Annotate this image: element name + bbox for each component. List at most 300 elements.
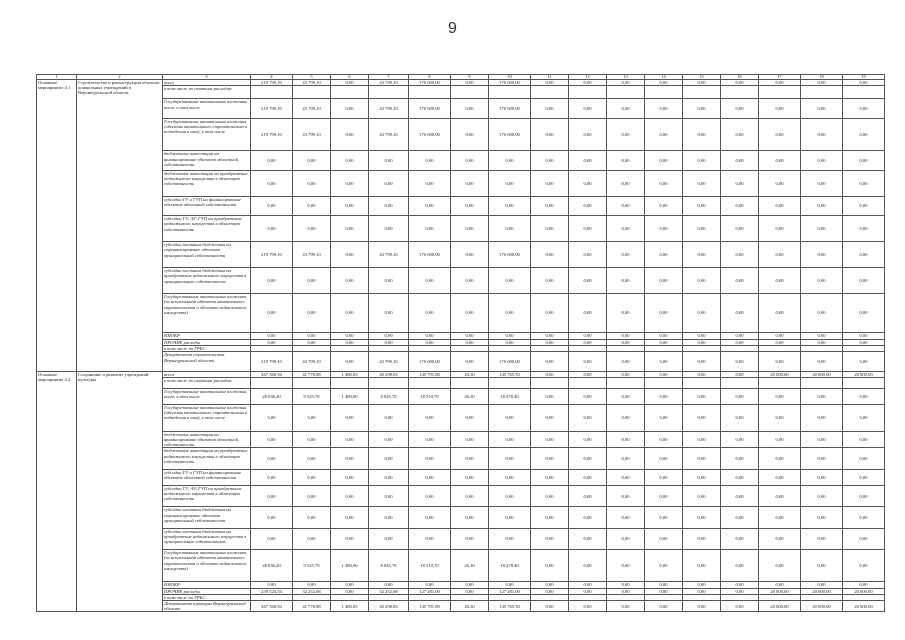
value-cell: 267 560,94 bbox=[251, 600, 293, 611]
value-cell: 0,00 bbox=[531, 99, 569, 118]
value-cell bbox=[293, 86, 331, 99]
value-cell: 0,00 bbox=[683, 339, 721, 345]
row-label: НИОКР bbox=[163, 333, 251, 339]
value-cell: 20 000,00 bbox=[759, 600, 801, 611]
value-cell bbox=[645, 86, 683, 99]
value-cell: 0,00 bbox=[531, 151, 569, 170]
value-cell: 0,00 bbox=[569, 118, 607, 150]
value-cell: 0,00 bbox=[721, 404, 759, 431]
value-cell: 0,00 bbox=[759, 196, 801, 215]
value-cell: 0,00 bbox=[531, 469, 569, 485]
value-cell: 0,00 bbox=[683, 600, 721, 611]
value-cell: 0,00 bbox=[331, 485, 369, 506]
row-label: бюджетные инвестиции на финансирование объектов областной собственности bbox=[163, 151, 251, 170]
value-cell: 0,00 bbox=[759, 118, 801, 150]
value-cell: 0,00 bbox=[569, 294, 607, 333]
value-cell: 0,00 bbox=[451, 339, 489, 345]
value-cell: 0,00 bbox=[801, 268, 843, 294]
value-cell: 1 480,05 bbox=[331, 371, 369, 377]
row-label: в том числе по ГРБС: bbox=[163, 346, 251, 352]
value-cell: 0,00 bbox=[331, 404, 369, 431]
value-cell: 0,00 bbox=[293, 196, 331, 215]
value-cell: 0,00 bbox=[531, 485, 569, 506]
budget-table bbox=[36, 74, 885, 612]
value-cell: 0,00 bbox=[759, 268, 801, 294]
value-cell: 0,00 bbox=[645, 588, 683, 594]
table-row bbox=[37, 242, 885, 268]
value-cell: 0,00 bbox=[683, 582, 721, 588]
value-cell: 127 281,00 bbox=[409, 588, 451, 594]
value-cell: 0,00 bbox=[683, 333, 721, 339]
value-cell: 0,00 bbox=[645, 216, 683, 242]
value-cell: 0,00 bbox=[293, 528, 331, 549]
value-cell: 0,00 bbox=[531, 388, 569, 404]
value-cell: 0,00 bbox=[531, 268, 569, 294]
value-cell: 0,00 bbox=[683, 469, 721, 485]
value-cell: 18 510,70 bbox=[409, 388, 451, 404]
value-cell: 0,00 bbox=[607, 431, 645, 448]
value-cell: 145 765,50 bbox=[489, 600, 531, 611]
value-cell: 0,00 bbox=[843, 582, 885, 588]
value-cell: 0,00 bbox=[451, 196, 489, 215]
value-cell: 0,00 bbox=[759, 431, 801, 448]
value-cell: 0,00 bbox=[721, 485, 759, 506]
value-cell: 0,00 bbox=[369, 170, 409, 196]
value-cell: 18 478,40 bbox=[489, 550, 531, 582]
value-cell: 9 525,70 bbox=[293, 550, 331, 582]
value-cell: 20 000,00 bbox=[843, 371, 885, 377]
value-cell: 0,00 bbox=[569, 600, 607, 611]
value-cell: 0,00 bbox=[251, 582, 293, 588]
value-cell: 0,00 bbox=[331, 431, 369, 448]
row-label: субсидии ГУ и ГУП на финансирование объектов областной собственности bbox=[163, 469, 251, 485]
value-cell: 0,00 bbox=[369, 582, 409, 588]
value-cell: 0,00 bbox=[531, 528, 569, 549]
value-cell: 8 045,70 bbox=[369, 550, 409, 582]
value-cell: 0,00 bbox=[531, 294, 569, 333]
row-label: субсидии местным бюджетам на приобретение недвижимого имущества в муниципальную собственность bbox=[163, 268, 251, 294]
value-cell: 176 000,00 bbox=[409, 80, 451, 86]
value-cell: 0,00 bbox=[369, 507, 409, 528]
value-cell: 0,00 bbox=[489, 294, 531, 333]
value-cell: 0,00 bbox=[607, 550, 645, 582]
header-cell: 7 bbox=[369, 75, 409, 80]
value-cell: 0,00 bbox=[331, 339, 369, 345]
value-cell: 20 000,00 bbox=[843, 600, 885, 611]
value-cell: 0,00 bbox=[607, 216, 645, 242]
value-cell: 0,00 bbox=[489, 528, 531, 549]
value-cell bbox=[331, 86, 369, 99]
value-cell: 0,00 bbox=[801, 528, 843, 549]
value-cell: 43 799,10 bbox=[369, 80, 409, 86]
value-cell: 0,00 bbox=[645, 118, 683, 150]
value-cell: 0,00 bbox=[759, 448, 801, 469]
header-cell: 5 bbox=[293, 75, 331, 80]
value-cell: 176 000,00 bbox=[489, 118, 531, 150]
value-cell bbox=[569, 378, 607, 389]
value-cell: 0,00 bbox=[531, 371, 569, 377]
value-cell: 0,00 bbox=[331, 588, 369, 594]
value-cell: 0,00 bbox=[721, 80, 759, 86]
value-cell: 0,00 bbox=[721, 469, 759, 485]
header-cell: 13 bbox=[607, 75, 645, 80]
value-cell: 0,00 bbox=[293, 151, 331, 170]
value-cell: 0,00 bbox=[451, 507, 489, 528]
value-cell: 0,00 bbox=[369, 216, 409, 242]
value-cell: 0,00 bbox=[251, 507, 293, 528]
value-cell: 0,00 bbox=[843, 528, 885, 549]
value-cell: 0,00 bbox=[721, 170, 759, 196]
value-cell: 0,00 bbox=[251, 431, 293, 448]
value-cell: 0,00 bbox=[251, 216, 293, 242]
row-label: ПРОЧИЕ расходы bbox=[163, 588, 251, 594]
value-cell: 0,00 bbox=[759, 216, 801, 242]
value-cell: 0,00 bbox=[645, 550, 683, 582]
value-cell bbox=[759, 86, 801, 99]
value-cell: 0,00 bbox=[251, 485, 293, 506]
value-cell: 41 778,88 bbox=[293, 600, 331, 611]
value-cell: 0,00 bbox=[683, 371, 721, 377]
row-label: субсидии местным бюджетам на софинансирование объектов муниципальной собственности bbox=[163, 507, 251, 528]
value-cell: 0,00 bbox=[293, 216, 331, 242]
value-cell: 0,00 bbox=[843, 352, 885, 371]
value-cell: 0,00 bbox=[331, 469, 369, 485]
value-cell: 0,00 bbox=[801, 118, 843, 150]
value-cell: 145 791,80 bbox=[409, 600, 451, 611]
value-cell: 0,00 bbox=[331, 448, 369, 469]
value-cell: 0,00 bbox=[531, 404, 569, 431]
value-cell: 0,00 bbox=[801, 404, 843, 431]
value-cell: 0,00 bbox=[607, 404, 645, 431]
value-cell: 0,00 bbox=[645, 388, 683, 404]
value-cell: 0,00 bbox=[843, 404, 885, 431]
value-cell: 18 510,70 bbox=[409, 550, 451, 582]
value-cell: 0,00 bbox=[759, 388, 801, 404]
value-cell: 43 799,10 bbox=[293, 352, 331, 371]
value-cell: 0,00 bbox=[607, 242, 645, 268]
value-cell: 0,00 bbox=[409, 448, 451, 469]
value-cell: 0,00 bbox=[645, 196, 683, 215]
value-cell: 0,00 bbox=[607, 371, 645, 377]
value-cell: 0,00 bbox=[251, 196, 293, 215]
table-row bbox=[37, 388, 885, 404]
value-cell: 1 480,05 bbox=[331, 600, 369, 611]
value-cell: 0,00 bbox=[569, 404, 607, 431]
value-cell: 28 036,40 bbox=[251, 550, 293, 582]
value-cell: 0,00 bbox=[721, 333, 759, 339]
value-cell: 0,00 bbox=[369, 469, 409, 485]
value-cell: 0,00 bbox=[489, 582, 531, 588]
value-cell: 0,00 bbox=[451, 469, 489, 485]
value-cell bbox=[451, 378, 489, 389]
value-cell: 0,00 bbox=[369, 333, 409, 339]
value-cell: 0,00 bbox=[251, 469, 293, 485]
value-cell: 18 478,40 bbox=[489, 388, 531, 404]
value-cell: 0,00 bbox=[369, 404, 409, 431]
header-cell: 19 bbox=[843, 75, 885, 80]
value-cell: 0,00 bbox=[569, 242, 607, 268]
value-cell: 0,00 bbox=[409, 294, 451, 333]
row-label: Государственные капитальные вложения, всего, в том числе bbox=[163, 388, 251, 404]
value-cell: 0,00 bbox=[801, 507, 843, 528]
value-cell: 0,00 bbox=[369, 196, 409, 215]
value-cell: 0,00 bbox=[251, 268, 293, 294]
value-cell: 0,00 bbox=[531, 588, 569, 594]
value-cell bbox=[721, 378, 759, 389]
value-cell: 0,00 bbox=[293, 170, 331, 196]
value-cell bbox=[759, 378, 801, 389]
value-cell: 0,00 bbox=[251, 151, 293, 170]
value-cell: 0,00 bbox=[645, 507, 683, 528]
value-cell: 0,00 bbox=[409, 469, 451, 485]
value-cell: 0,00 bbox=[645, 242, 683, 268]
value-cell: 0,00 bbox=[569, 196, 607, 215]
value-cell: 0,00 bbox=[569, 339, 607, 345]
header-cell: 11 bbox=[531, 75, 569, 80]
row-label: Государственные капитальные вложения, всего, в том числе bbox=[163, 99, 251, 118]
value-cell: 0,00 bbox=[331, 333, 369, 339]
value-cell: 0,00 bbox=[607, 151, 645, 170]
row-label: Департамент строительства Верхнеуральской области bbox=[163, 352, 251, 371]
value-cell: 0,00 bbox=[721, 550, 759, 582]
value-cell: 0,00 bbox=[489, 485, 531, 506]
value-cell: 0,00 bbox=[843, 448, 885, 469]
value-cell: 0,00 bbox=[251, 528, 293, 549]
value-cell: 0,00 bbox=[607, 196, 645, 215]
row-label: субсидии местным бюджетам на приобретение недвижимого имущества в муниципальную собственность bbox=[163, 528, 251, 549]
value-cell: 0,00 bbox=[451, 242, 489, 268]
value-cell: 0,00 bbox=[607, 80, 645, 86]
value-cell: 0,00 bbox=[801, 151, 843, 170]
value-cell: 0,00 bbox=[331, 196, 369, 215]
value-cell: 0,00 bbox=[843, 151, 885, 170]
value-cell: 0,00 bbox=[721, 352, 759, 371]
value-cell: 176 000,00 bbox=[409, 99, 451, 118]
value-cell: 0,00 bbox=[721, 588, 759, 594]
value-cell: 0,00 bbox=[607, 268, 645, 294]
value-cell: 0,00 bbox=[293, 469, 331, 485]
value-cell: 0,00 bbox=[645, 352, 683, 371]
value-cell: 219 799,10 bbox=[251, 242, 293, 268]
value-cell: 0,00 bbox=[251, 404, 293, 431]
value-cell: 0,00 bbox=[843, 333, 885, 339]
value-cell: 26,30 bbox=[451, 388, 489, 404]
value-cell: 145 765,50 bbox=[489, 371, 531, 377]
table-row bbox=[37, 469, 885, 485]
value-cell: 0,00 bbox=[251, 294, 293, 333]
value-cell: 0,00 bbox=[293, 294, 331, 333]
header-cell: 15 bbox=[683, 75, 721, 80]
value-cell: 0,00 bbox=[759, 485, 801, 506]
value-cell bbox=[251, 378, 293, 389]
value-cell: 20 000,00 bbox=[801, 371, 843, 377]
row-label: бюджетные инвестиции на приобретение недвижимого имущества в областную собственность bbox=[163, 448, 251, 469]
value-cell: 0,00 bbox=[645, 80, 683, 86]
value-cell: 0,00 bbox=[451, 431, 489, 448]
value-cell: 145 791,80 bbox=[409, 371, 451, 377]
value-cell: 0,00 bbox=[569, 588, 607, 594]
value-cell bbox=[409, 86, 451, 99]
value-cell: 0,00 bbox=[759, 151, 801, 170]
value-cell: 0,00 bbox=[569, 469, 607, 485]
value-cell: 20 000,00 bbox=[801, 588, 843, 594]
header-cell: 17 bbox=[759, 75, 801, 80]
value-cell bbox=[451, 86, 489, 99]
value-cell: 0,00 bbox=[531, 216, 569, 242]
value-cell: 0,00 bbox=[683, 448, 721, 469]
value-cell: 0,00 bbox=[843, 485, 885, 506]
value-cell: 0,00 bbox=[645, 294, 683, 333]
value-cell: 43 799,10 bbox=[293, 242, 331, 268]
table-row bbox=[37, 507, 885, 528]
value-cell: 0,00 bbox=[801, 388, 843, 404]
table-row bbox=[37, 268, 885, 294]
value-cell: 0,00 bbox=[251, 339, 293, 345]
value-cell: 239 524,54 bbox=[251, 588, 293, 594]
value-cell: 0,00 bbox=[683, 268, 721, 294]
row-label: Департамент культуры Верхнеуральской области bbox=[163, 600, 251, 611]
value-cell: 176 000,00 bbox=[409, 118, 451, 150]
value-cell bbox=[531, 86, 569, 99]
value-cell: 0,00 bbox=[843, 431, 885, 448]
value-cell: 0,00 bbox=[759, 550, 801, 582]
value-cell: 0,00 bbox=[801, 294, 843, 333]
value-cell: 0,00 bbox=[645, 528, 683, 549]
row-label: субсидии ГУ и ГУП на финансирование объектов областной собственности bbox=[163, 196, 251, 215]
value-cell: 0,00 bbox=[645, 371, 683, 377]
value-cell: 0,00 bbox=[607, 294, 645, 333]
table-row bbox=[37, 431, 885, 448]
value-cell bbox=[251, 86, 293, 99]
table-row bbox=[37, 118, 885, 150]
value-cell: 43 799,10 bbox=[293, 118, 331, 150]
value-cell: 0,00 bbox=[331, 242, 369, 268]
value-cell: 0,00 bbox=[721, 528, 759, 549]
value-cell: 0,00 bbox=[409, 196, 451, 215]
value-cell: 0,00 bbox=[843, 550, 885, 582]
row-label: Государственные капитальные вложения (объекты капитального строительства и подведения к ним), в том числе bbox=[163, 404, 251, 431]
value-cell: 0,00 bbox=[759, 352, 801, 371]
value-cell: 176 000,00 bbox=[409, 352, 451, 371]
value-cell: 0,00 bbox=[569, 388, 607, 404]
value-cell: 26,30 bbox=[451, 371, 489, 377]
row-label: Государственные капитальные вложения (объекты капитального строительства и подведения к ним), в том числе bbox=[163, 118, 251, 150]
value-cell: 0,00 bbox=[569, 371, 607, 377]
value-cell: 0,00 bbox=[331, 582, 369, 588]
value-cell: 0,00 bbox=[331, 99, 369, 118]
value-cell: 0,00 bbox=[607, 600, 645, 611]
value-cell: 0,00 bbox=[759, 333, 801, 339]
value-cell: 0,00 bbox=[645, 404, 683, 431]
value-cell: 0,00 bbox=[409, 151, 451, 170]
value-cell: 0,00 bbox=[409, 485, 451, 506]
value-cell: 0,00 bbox=[683, 588, 721, 594]
value-cell: 0,00 bbox=[843, 294, 885, 333]
value-cell: 0,00 bbox=[451, 528, 489, 549]
table-row bbox=[37, 485, 885, 506]
value-cell: 0,00 bbox=[409, 339, 451, 345]
value-cell: 0,00 bbox=[489, 448, 531, 469]
row-label: НИОКР bbox=[163, 582, 251, 588]
value-cell: 26,30 bbox=[451, 600, 489, 611]
value-cell: 0,00 bbox=[607, 507, 645, 528]
value-cell: 0,00 bbox=[331, 216, 369, 242]
value-cell: 0,00 bbox=[843, 80, 885, 86]
value-cell: 219 799,10 bbox=[251, 80, 293, 86]
value-cell: 32 252,68 bbox=[293, 588, 331, 594]
table-row bbox=[37, 170, 885, 196]
value-cell: 0,00 bbox=[721, 99, 759, 118]
value-cell bbox=[683, 378, 721, 389]
value-cell: 0,00 bbox=[843, 339, 885, 345]
value-cell: 0,00 bbox=[409, 216, 451, 242]
table-row bbox=[37, 404, 885, 431]
table-row bbox=[37, 378, 885, 389]
value-cell: 0,00 bbox=[451, 170, 489, 196]
value-cell: 1 480,00 bbox=[331, 550, 369, 582]
value-cell: 0,00 bbox=[451, 448, 489, 469]
value-cell: 0,00 bbox=[569, 582, 607, 588]
value-cell: 41 778,88 bbox=[293, 371, 331, 377]
value-cell: 0,00 bbox=[251, 333, 293, 339]
value-cell bbox=[331, 378, 369, 389]
value-cell: 0,00 bbox=[569, 550, 607, 582]
value-cell: 0,00 bbox=[801, 99, 843, 118]
value-cell: 0,00 bbox=[489, 151, 531, 170]
value-cell: 0,00 bbox=[451, 404, 489, 431]
header-cell: 8 bbox=[409, 75, 451, 80]
table-row bbox=[37, 352, 885, 371]
value-cell: 0,00 bbox=[843, 507, 885, 528]
value-cell bbox=[531, 378, 569, 389]
value-cell: 0,00 bbox=[607, 99, 645, 118]
value-cell: 0,00 bbox=[607, 469, 645, 485]
value-cell: 0,00 bbox=[759, 404, 801, 431]
value-cell: 20 000,00 bbox=[843, 588, 885, 594]
value-cell: 0,00 bbox=[721, 600, 759, 611]
value-cell: 0,00 bbox=[451, 216, 489, 242]
value-cell: 0,00 bbox=[369, 268, 409, 294]
value-cell: 0,00 bbox=[293, 431, 331, 448]
value-cell: 0,00 bbox=[683, 528, 721, 549]
header-cell: 16 bbox=[721, 75, 759, 80]
value-cell: 0,00 bbox=[683, 294, 721, 333]
header-cell: 10 bbox=[489, 75, 531, 80]
value-cell: 0,00 bbox=[293, 485, 331, 506]
value-cell: 0,00 bbox=[569, 80, 607, 86]
row-label: всего bbox=[163, 80, 251, 86]
value-cell: 0,00 bbox=[759, 339, 801, 345]
value-cell: 0,00 bbox=[801, 170, 843, 196]
value-cell: 0,00 bbox=[721, 242, 759, 268]
page-number: 9 bbox=[448, 20, 457, 37]
value-cell: 0,00 bbox=[451, 80, 489, 86]
value-cell: 0,00 bbox=[645, 333, 683, 339]
value-cell: 0,00 bbox=[569, 268, 607, 294]
value-cell: 0,00 bbox=[569, 448, 607, 469]
header-cell: 4 bbox=[251, 75, 293, 80]
table-row bbox=[37, 86, 885, 99]
value-cell bbox=[369, 86, 409, 99]
value-cell: 127 281,00 bbox=[489, 588, 531, 594]
value-cell: 0,00 bbox=[251, 170, 293, 196]
value-cell: 176 000,00 bbox=[489, 99, 531, 118]
value-cell: 0,00 bbox=[759, 582, 801, 588]
value-cell: 0,00 bbox=[409, 507, 451, 528]
value-cell: 0,00 bbox=[843, 170, 885, 196]
value-cell: 0,00 bbox=[607, 528, 645, 549]
value-cell: 0,00 bbox=[451, 268, 489, 294]
